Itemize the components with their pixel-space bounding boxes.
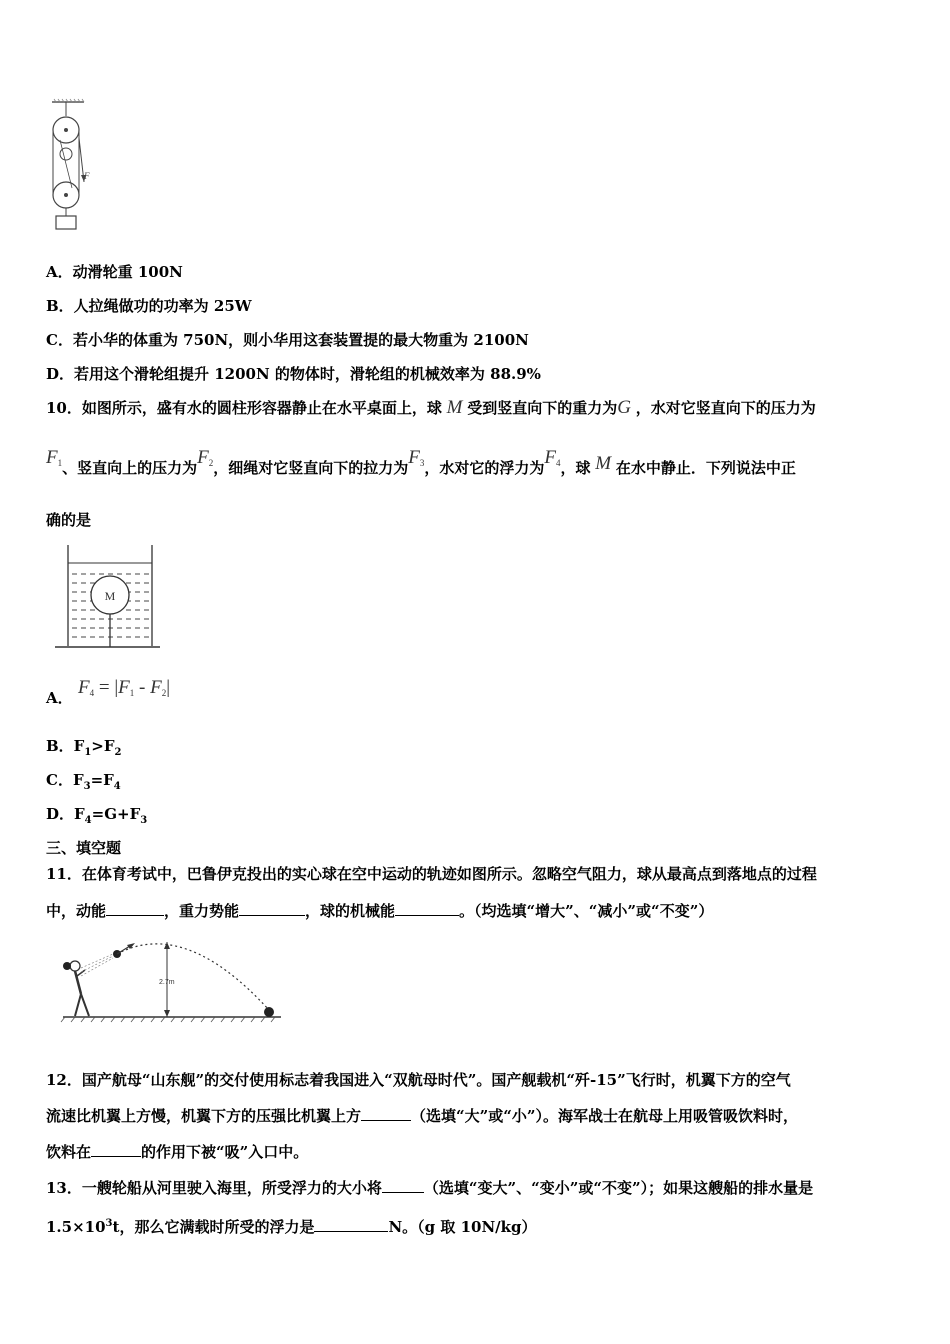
q10-stem-line3: 确的是 xyxy=(46,511,92,529)
section-title: 三、填空题 xyxy=(46,839,122,857)
q9-option-c: C．若小华的体重为 750N，则小华用这套装置提的最大物重为 2100N xyxy=(46,331,529,349)
q10-option-d: D．$F_4=G+F_3$ xyxy=(46,805,148,826)
q10-stem-line2: F1、竖直向上的压力为F2，细绳对它竖直向下的拉力为F3，水对它的浮力为F4，球 M 在水中静止．下列说法中正 xyxy=(46,447,796,477)
container-figure xyxy=(52,543,162,655)
q10-option-a: A． xyxy=(46,689,73,707)
q12-stem-line1: 12．国产航母“山东舰”的交付使用标志着我国进入“双航母时代”。国产舰载机“歼-15”飞行时，机翼下方的空气 xyxy=(46,1071,791,1089)
q10-option-a-formula: F4 = |F1 - F2| xyxy=(78,677,170,698)
q9-option-b: B．人拉绳做功的功率为 25W xyxy=(46,297,252,315)
trajectory-figure xyxy=(55,932,285,1024)
q12-stem-line2: 流速比机翼上方慢，机翼下方的压强比机翼上方 （选填“大”或“小”）。海军战士在航母上用吸管吸饮料时， xyxy=(46,1107,799,1125)
q13-stem-line1: 13．一艘轮船从河里驶入海里，所受浮力的大小将 （选填“变大”、“变小”或“不变”）；如果这艘船的排水量是 xyxy=(46,1179,814,1197)
q11-stem-line2: 中，动能 ，重力势能 ，球的机械能 。（均选填“增大”、“减小”或“不变”） xyxy=(46,902,714,920)
q11-stem-line1: 11．在体育考试中，巴鲁伊克投出的实心球在空中运动的轨迹如图所示。忽略空气阻力，球从最高点到落地点的过程 xyxy=(46,865,817,883)
q10-stem-line1: 10．如图所示，盛有水的圆柱形容器静止在水平桌面上，球 M 受到竖直向下的重力为G ，水对它竖直向下的压力为 xyxy=(46,397,816,418)
q9-option-a: A．动滑轮重 100N xyxy=(46,263,183,281)
height-label: 2.7m xyxy=(159,979,175,986)
q9-option-d: D．若用这个滑轮组提升 1200N 的物体时，滑轮组的机械效率为 88.9% xyxy=(46,365,541,383)
ball-label: M xyxy=(104,589,116,603)
q12-stem-line3: 饮料在 的作用下被“吸”入口中。 xyxy=(46,1143,309,1161)
q13-stem-line2: $1.5\times 10^3t$，那么它满载时所受的浮力是 N。（g 取 10N/kg） xyxy=(46,1218,537,1236)
q10-option-b: B．$F_1>F_2$ xyxy=(46,737,122,758)
force-label: F xyxy=(84,171,90,181)
pulley-figure xyxy=(40,98,100,233)
q10-option-c: C．$F_3=F_4$ xyxy=(46,771,121,792)
